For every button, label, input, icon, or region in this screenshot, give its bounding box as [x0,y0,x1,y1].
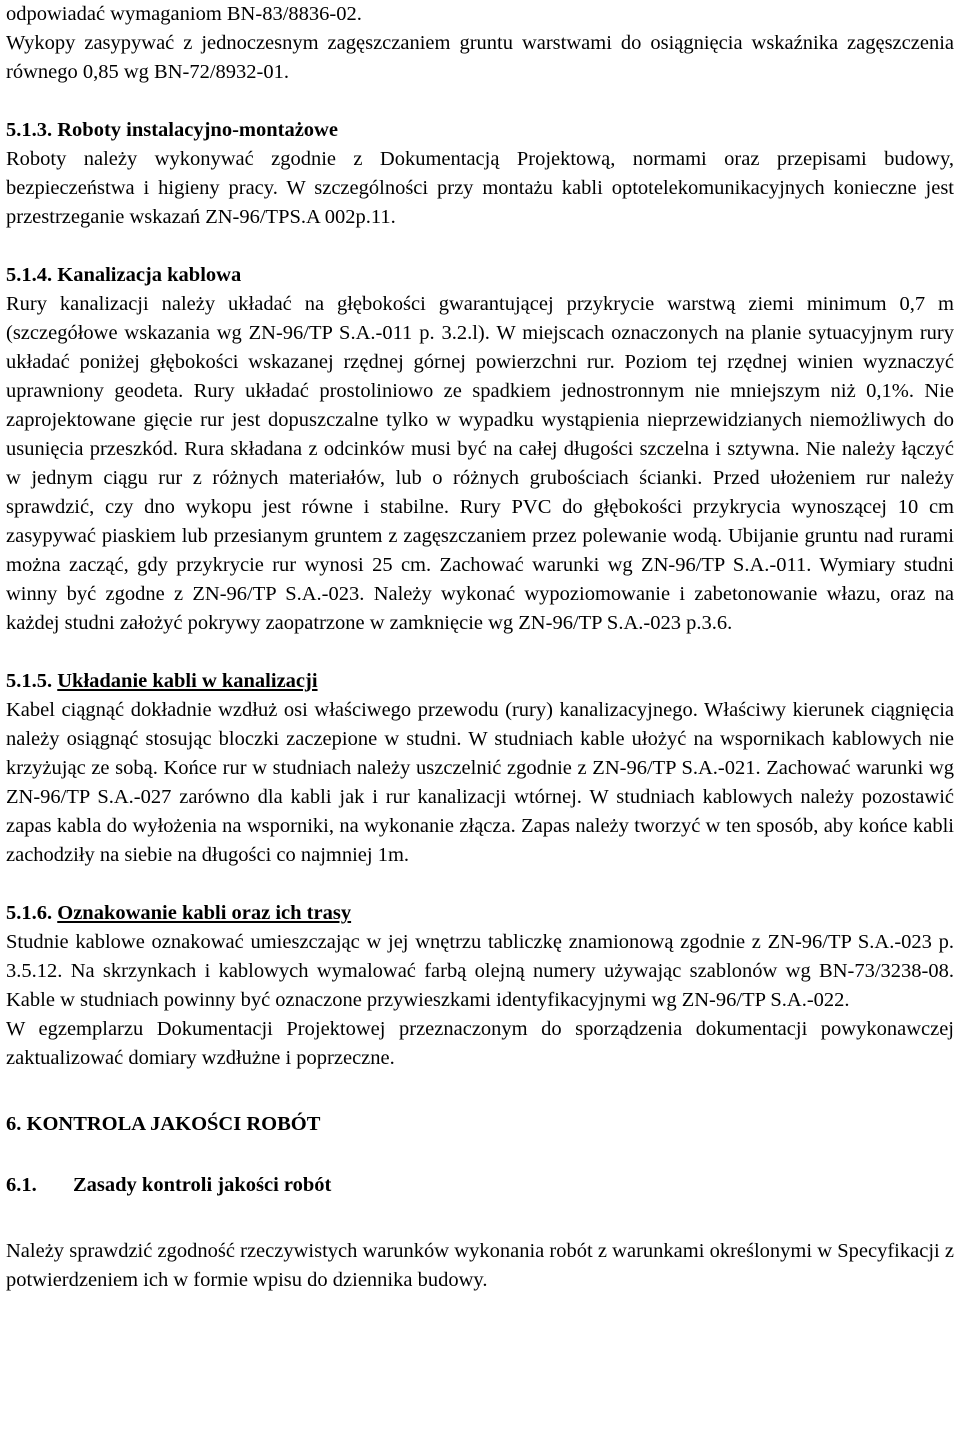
section-heading-5-1-3 [6,116,954,145]
section-heading-5-1-5 [6,667,954,696]
section-title: Roboty instalacyjno-montażowe [57,119,338,141]
section-heading-5-1-4 [6,261,954,290]
paragraph-5-1-3: Roboty należy wykonywać zgodnie z Dokumentacją Projektową, normami oraz przepisami budowy, bezpieczeństwa i higieny pracy. W szczególności przy montażu kabli optotelekomunikacyjnych konieczne jest przestrzeganie wskazań ZN-96/TPS.A 002p.11. [6,148,954,228]
chapter-heading-6: 6. KONTROLA JAKOŚCI ROBÓT [6,1113,321,1135]
section-title: Kanalizacja kablowa [57,264,242,286]
section-number: 5.1.4. [6,264,53,286]
paragraph-5-1-4: Rury kanalizacji należy układać na głębokości gwarantującej przykrycie warstwą ziemi minimum 0,7 m (szczegółowe wskazania wg ZN-96/TP S.A.-011 p. 3.2.l). W miejscach oznaczonych na planie sytuacyjnym rury układać poniżej głębokości wskazanej rzędnej górnej powierzchni rur. Poziom tej rzędnej winien wyznaczyć uprawniony geodeta. Rury układać prostoliniowo ze spadkiem jednostronnym nie mniejszym niż 0,1%. Nie zaprojektowane gięcie rur jest dopuszczalne tylko w wypadku wystąpienia nieprzewidzianych niemożliwych do usunięcia przeszkód. Rura składana z odcinków musi być na całej długości szczelna i sztywna. Nie należy łączyć w jednym ciągu rur z różnych materiałów, lub o różnych grubościach ścianki. Przed ułożeniem rur należy sprawdzić, czy dno wykopu jest równe i stabilne. Rury PVC do głębokości przykrycia wynoszącej 10 cm zasypywać piaskiem lub przesianym gruntem z zagęszczaniem przez polewanie wodą. Ubijanie gruntu nad rurami można zacząć, gdy przykrycie rur wynosi 25 cm. Zachować warunki wg ZN-96/TP S.A.-011. Wymiary studni winny być zgodne z ZN-96/TP S.A.-023. Należy wykonać wypoziomowanie i zabetonowanie włazu, oraz na każdej studni założyć pokrywy zaopatrzone w zamknięcie wg ZN-96/TP S.A.-023 p.3.6. [6,293,954,634]
section-title: Układanie kabli w kanalizacji [57,670,318,692]
section-number: 5.1.5. [6,670,53,692]
paragraph-5-1-6-a: Studnie kablowe oznakować umieszczając w jej wnętrzu tabliczkę znamionową zgodnie z ZN-96/TP S.A.-023 p. 3.5.12. Na skrzynkach i kablowych wymalować farbą olejną numery używając szablonów wg BN-73/3238-08. Kable w studniach powinny być oznaczone przywieszkami identyfikacyjnymi wg ZN-96/TP S.A.-022. [6,931,954,1011]
paragraph-6-1: Należy sprawdzić zgodność rzeczywistych warunków wykonania robót z warunkami określonymi w Specyfikacji z potwierdzeniem ich w formie wpisu do dziennika budowy. [6,1240,954,1291]
section-heading-6-1 [6,1171,954,1200]
section-number: 6.1. [6,1174,37,1196]
section-number: 5.1.3. [6,119,53,141]
section-number: 5.1.6. [6,902,53,924]
paragraph-5-1-5: Kabel ciągnąć dokładnie wzdłuż osi właściwego przewodu (rury) kanalizacyjnego. Właściwy kierunek ciągnięcia należy osiągnąć stosując bloczki zaczepione w studni. W studniach kable ułożyć na wspornikach kablowych nie krzyżując ze sobą. Końce rur w studniach należy uszczelnić zgodnie z ZN-96/TP S.A.-021. Zachować warunki wg ZN-96/TP S.A.-027 zarówno dla kabli jak i rur kanalizacji wtórnej. W studniach kablowych należy pozostawić zapas kabla do wyłożenia na wsporniki, na wykonanie złącza. Zapas należy tworzyć w ten sposób, aby końce kabli zachodziły na siebie na długości co najmniej 1m. [6,699,954,866]
section-title: Zasady kontroli jakości robót [73,1174,332,1196]
paragraph-intro-1: odpowiadać wymaganiom BN-83/8836-02. [6,3,362,25]
paragraph-intro-2: Wykopy zasypywać z jednoczesnym zagęszczaniem gruntu warstwami do osiągnięcia wskaźnika zagęszczenia równego 0,85 wg BN-72/8932-01. [6,32,954,83]
section-title: Oznakowanie kabli oraz ich trasy [57,902,352,924]
section-heading-5-1-6 [6,899,954,928]
paragraph-5-1-6-b: W egzemplarzu Dokumentacji Projektowej przeznaczonym do sporządzenia dokumentacji powykonawczej zaktualizować domiary wzdłużne i poprzeczne. [6,1018,954,1069]
